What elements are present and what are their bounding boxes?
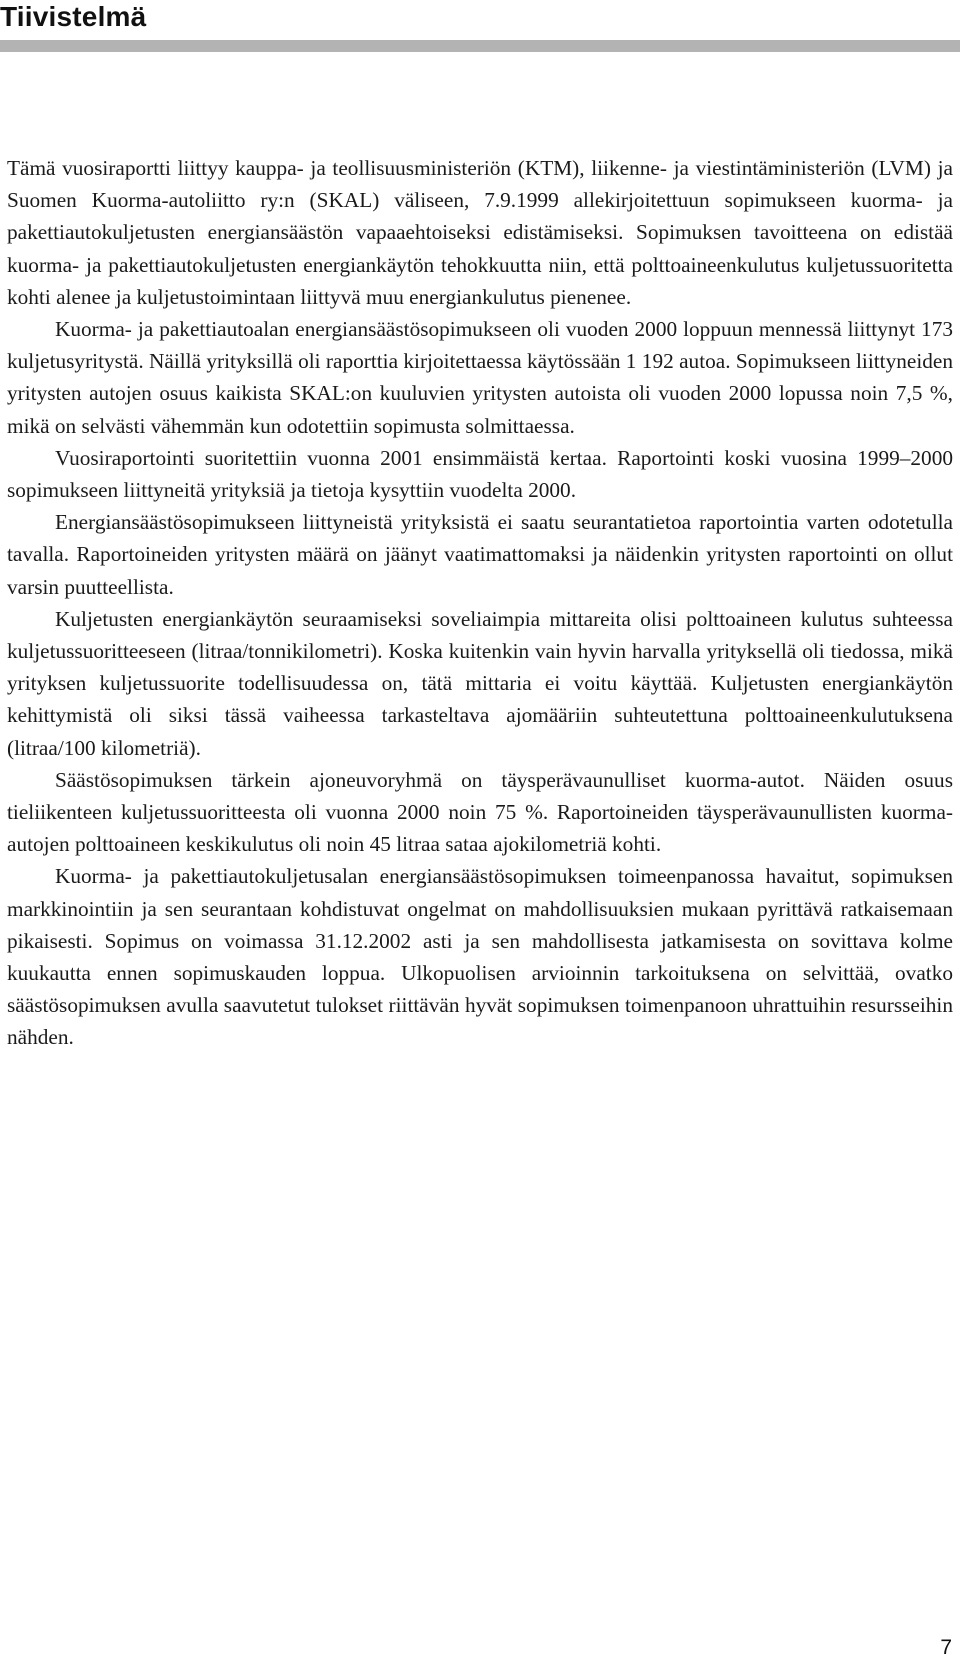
body-text	[7, 152, 953, 1054]
paragraph: Säästösopimuksen tärkein ajoneuvoryhmä on täysperävaunulliset kuorma-autot. Näiden osuus tieliikenteen kuljetussuoritteesta oli vuonna 2000 noin 75 %. Raportoineiden täysperävaunullisten kuorma-autojen polttoaineen keskikulutus oli noin 45 litraa sataa ajokilometriä kohti.	[7, 767, 953, 857]
page-title: Tiivistelmä	[0, 1, 147, 32]
paragraph: Kuorma- ja pakettiautoalan energiansäästösopimukseen oli vuoden 2000 loppuun mennessä liittynyt 173 kuljetusyritystä. Näillä yrityksillä oli raporttia kirjoitettaessa käytössään 1 192 autoa. Sopimukseen liittyneiden yritysten autojen osuus kaikista SKAL:on kuuluvien yritysten autoista oli vuoden 2000 lopussa noin 7,5 %, mikä on selvästi vähemmän kun odotettiin sopimusta solmittaessa.	[7, 317, 953, 438]
paragraph: Energiansäästösopimukseen liittyneistä yrityksistä ei saatu seurantatietoa raportointia varten odotetulla tavalla. Raportoineiden yritysten määrä on jäänyt vaatimattomaksi ja näidenkin yritysten raportointi on ollut varsin puutteellista.	[7, 510, 953, 599]
title-rule	[0, 40, 960, 52]
paragraph: Kuorma- ja pakettiautokuljetusalan energiansäästösopimuksen toimeenpanossa havaitut, sopimuksen markkinointiin ja sen seurantaan kohdistuvat ongelmat on mahdollisuuksien mukaan pyrittävä ratkaisemaan pikaisesti. Sopimus on voimassa 31.12.2002 asti ja sen mahdollisesta jatkamisesta on sovittava kolme kuukautta ennen sopimuskauden loppua. Ulkopuolisen arvioinnin tarkoituksena on selvittää, ovatko säästösopimuksen avulla saavutetut tulokset riittävän hyvät sopimuksen toimenpanoon uhrattuihin resursseihin nähden.	[7, 864, 953, 1050]
paragraph: Kuljetusten energiankäytön seuraamiseksi soveliaimpia mittareita olisi polttoaineen kulutus suhteessa kuljetussuoritteeseen (litraa/tonnikilometri). Koska kuitenkin vain hyvin harvalla yrityksellä oli tiedossa, mikä yrityksen kuljetussuorite todellisuudessa on, tätä mittaria ei voitu käyttää. Kuljetusten energiankäytön kehittymistä oli siksi tässä vaiheessa tarkasteltava ajomääriin suhteutettuna polttoaineenkulutuksena (litraa/100 kilometriä).	[7, 606, 953, 760]
page-number: 7	[940, 1636, 952, 1659]
paragraph: Vuosiraportointi suoritettiin vuonna 2001 ensimmäistä kertaa. Raportointi koski vuosina 1999–2000 sopimukseen liittyneitä yrityksiä ja tietoja kysyttiin vuodelta 2000.	[7, 445, 953, 503]
paragraph: Tämä vuosiraportti liittyy kauppa- ja teollisuusministeriön (KTM), liikenne- ja viestintäministeriön (LVM) ja Suomen Kuorma-autoliitto ry:n (SKAL) väliseen, 7.9.1999 allekirjoitettuun sopimukseen kuorma- ja pakettiautokuljetusten energiansäästön vapaaehtoiseksi edistämiseksi. Sopimuksen tavoitteena on edistää kuorma- ja pakettiautokuljetusten energiankäytön tehokkuutta niin, että polttoaineenkulutus kuljetussuoritetta kohti alenee ja kuljetustoimintaan liittyvä muu energiankulutus pienenee.	[7, 156, 953, 309]
